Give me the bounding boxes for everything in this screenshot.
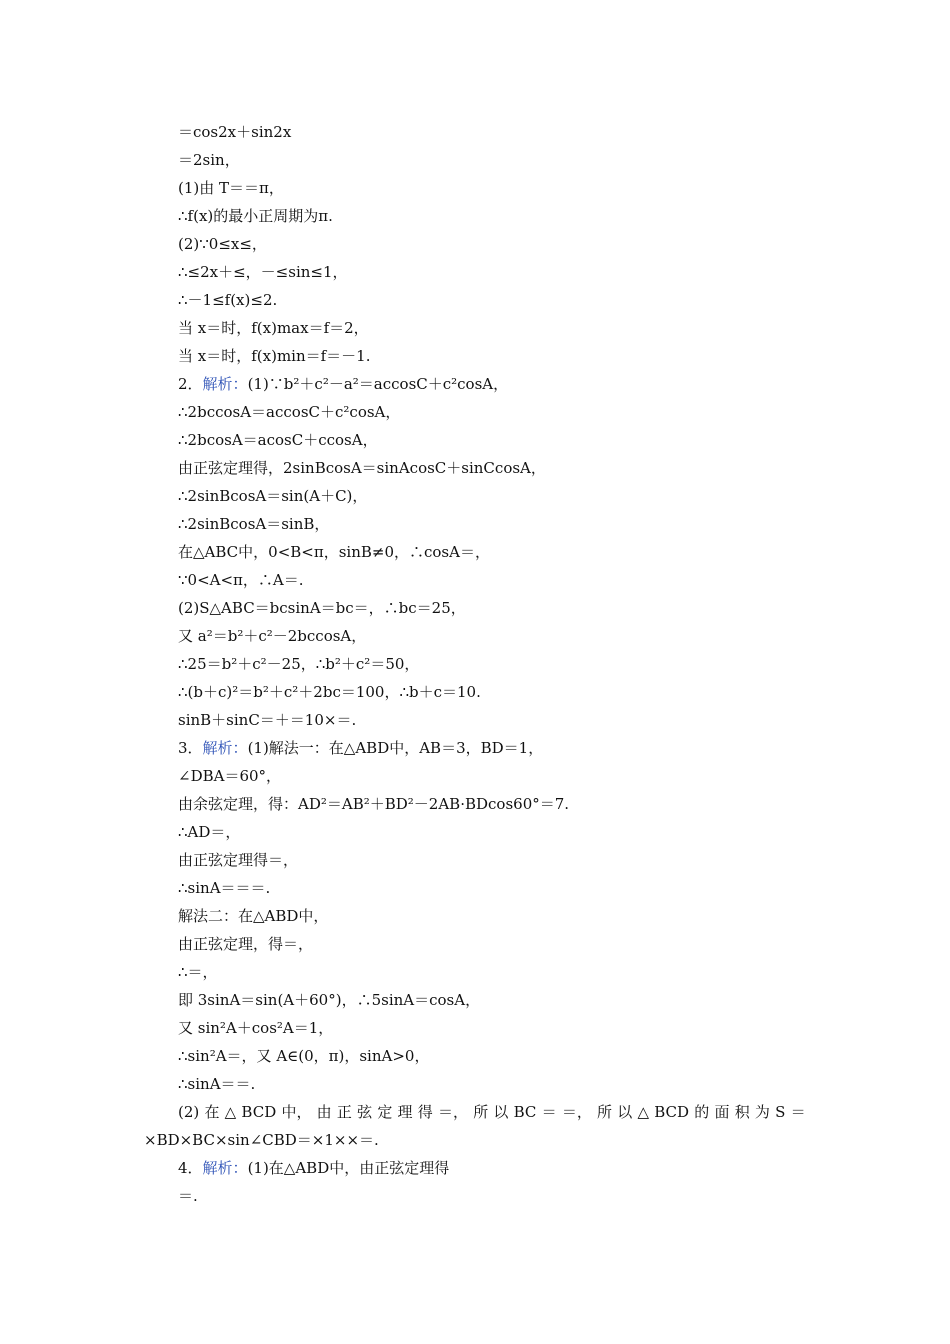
text-token: 所: [473, 1103, 489, 1121]
text-token: 弦: [357, 1103, 373, 1121]
text-token: BCD: [654, 1103, 690, 1121]
item-number: 2．: [178, 375, 203, 393]
text-token: ＝，: [437, 1103, 468, 1121]
text-line: 又 a²＝b²＋c²－2bccosA，: [178, 627, 367, 645]
analysis-label: 解析：: [202, 1159, 248, 1177]
item-number: 4．: [178, 1159, 203, 1177]
text-token: 的: [694, 1103, 710, 1121]
text-token: 得: [417, 1103, 433, 1121]
text-line: ∴2bcosA＝acosC＋ccosA，: [178, 431, 378, 449]
text-line: 由正弦定理得＝，: [178, 851, 299, 869]
text-line: 解法二：在△ABD中，: [178, 907, 329, 925]
text-line: 在△ABC中，0<B<π，sinB≠0，∴cosA＝，: [178, 543, 490, 561]
text-token: 以: [617, 1103, 633, 1121]
text-token: ＝，: [561, 1103, 592, 1121]
text-line: 由正弦定理，得＝，: [178, 935, 314, 953]
text-line: ×BD×BC×sin∠CBD＝×1××＝.: [144, 1131, 379, 1149]
text-token: 积: [734, 1103, 750, 1121]
justified-text-line: [178, 1102, 806, 1122]
text-line: ∴sinA＝＝＝.: [178, 879, 271, 897]
text-token: 以: [493, 1103, 509, 1121]
text-line: ∴2bccosA＝accosC＋c²cosA，: [178, 403, 401, 421]
text-line: sinB＋sinC＝＋＝10×＝.: [178, 711, 357, 729]
text-line: ＝2sin，: [178, 151, 240, 169]
text-line: ∴25＝b²＋c²－25，∴b²＋c²＝50，: [178, 655, 420, 673]
text-token: ＝: [541, 1103, 557, 1121]
text-line: ∴sin²A＝，又 A∈(0，π)，sinA>0，: [178, 1047, 430, 1065]
text-token: BCD: [241, 1103, 277, 1121]
text-line: ＝.: [178, 1187, 198, 1205]
text-line: ∴＝，: [178, 963, 218, 981]
text-line: 由正弦定理得，2sinBcosA＝sinAcosC＋sinCcosA，: [178, 459, 546, 477]
text-line: ∴－1≤f(x)≤2.: [178, 291, 278, 309]
text-line: ∴2sinBcosA＝sinB，: [178, 515, 330, 533]
analysis-label: 解析：: [202, 375, 248, 393]
text-line: ∴2sinBcosA＝sin(A＋C)，: [178, 487, 368, 505]
text-line: ∴≤2x＋≤，－≤sin≤1，: [178, 263, 348, 281]
text-line: ∵0<A<π，∴A＝.: [178, 571, 304, 589]
text-token: 所: [597, 1103, 613, 1121]
text-line: ∴(b＋c)²＝b²＋c²＋2bc＝100，∴b＋c＝10.: [178, 683, 481, 701]
text-line: (1)由 T＝＝π，: [178, 179, 284, 197]
text-token: 理: [397, 1103, 413, 1121]
text-token: 为: [754, 1103, 770, 1121]
text-line: (1)解法一：在△ABD中，AB＝3，BD＝1，: [247, 739, 544, 757]
text-token: 在: [204, 1103, 220, 1121]
text-token: BC: [513, 1103, 537, 1121]
text-line: (1)在△ABD中，由正弦定理得: [247, 1159, 450, 1177]
text-token: 中，: [281, 1103, 312, 1121]
text-line: 即 3sinA＝sin(A＋60°)，∴5sinA＝cosA，: [178, 991, 481, 1009]
text-line: ∴sinA＝＝.: [178, 1075, 256, 1093]
text-token: 由: [316, 1103, 332, 1121]
text-token: (2): [178, 1103, 200, 1121]
text-token: △: [637, 1103, 650, 1121]
text-line: ＝cos2x＋sin2x: [178, 123, 292, 141]
text-token: 正: [336, 1103, 352, 1121]
text-line: ∴AD＝，: [178, 823, 241, 841]
text-line: (2)S△ABC＝bcsinA＝bc＝，∴bc＝25，: [178, 599, 466, 617]
item-3-header: [178, 738, 543, 758]
text-line: (2)∵0≤x≤，: [178, 235, 267, 253]
analysis-label: 解析：: [202, 739, 248, 757]
item-number: 3．: [178, 739, 203, 757]
text-line: 当 x＝时，f(x)min＝f＝－1.: [178, 347, 371, 365]
text-line: 由余弦定理，得：AD²＝AB²＋BD²－2AB·BDcos60°＝7.: [178, 795, 570, 813]
item-2-header: [178, 374, 508, 394]
item-4-header: [178, 1158, 449, 1178]
text-token: ＝: [790, 1103, 806, 1121]
text-token: 定: [377, 1103, 393, 1121]
text-token: △: [224, 1103, 237, 1121]
text-token: 面: [714, 1103, 730, 1121]
text-line: ∠DBA＝60°，: [178, 767, 282, 785]
text-line: (1)∵b²＋c²－a²＝accosC＋c²cosA，: [247, 375, 509, 393]
text-line: 又 sin²A＋cos²A＝1，: [178, 1019, 334, 1037]
text-line: 当 x＝时，f(x)max＝f＝2，: [178, 319, 369, 337]
text-token: S: [775, 1103, 786, 1121]
text-line: ∴f(x)的最小正周期为π.: [178, 207, 333, 225]
